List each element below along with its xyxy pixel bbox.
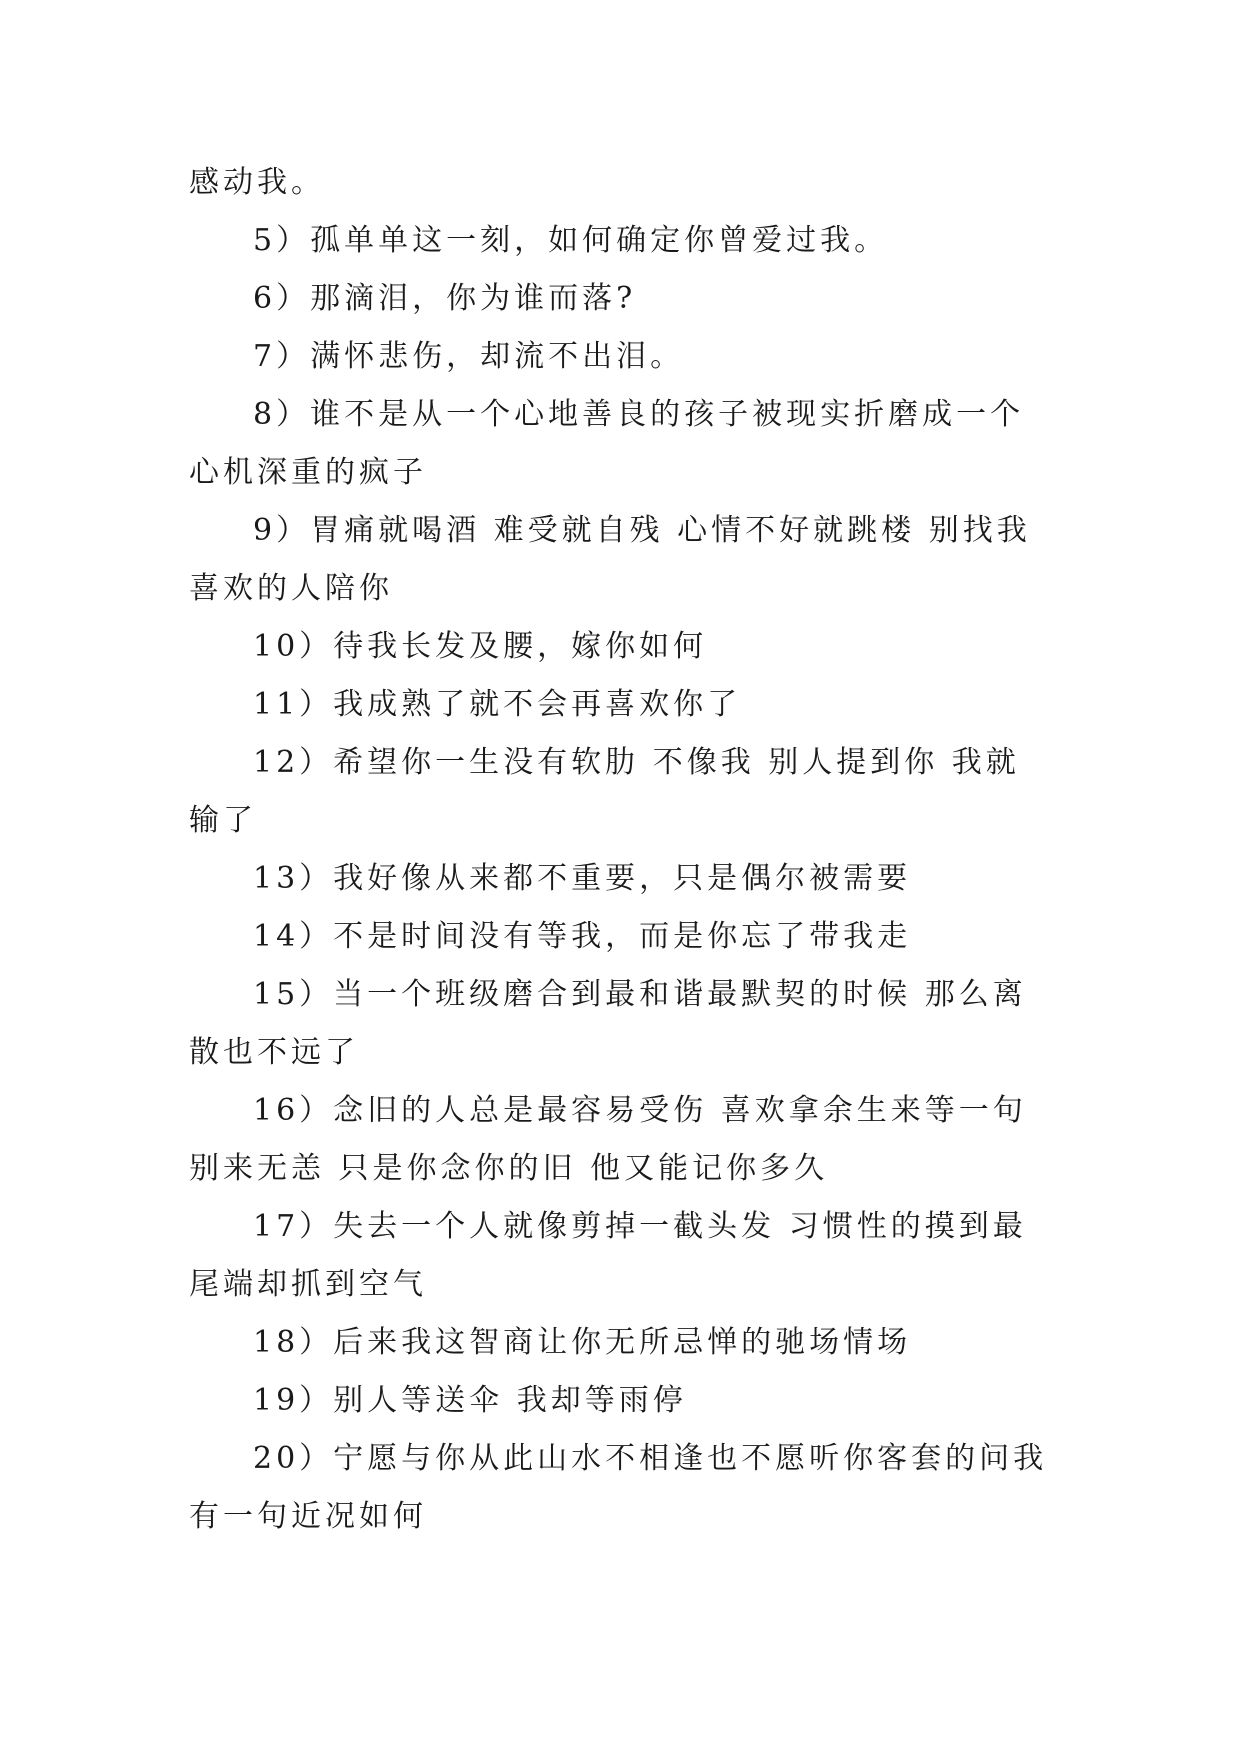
list-item-18: 18）后来我这智商让你无所忌惮的驰场情场 xyxy=(253,1325,912,1360)
list-item-17: 17）失去一个人就像剪掉一截头发 习惯性的摸到最尾端却抓到空气 xyxy=(189,1209,1027,1302)
list-item-6: 6）那滴泪，你为谁而落? xyxy=(253,281,637,316)
list-item-20: 20）宁愿与你从此山水不相逢也不愿听你客套的问我有一句近况如何 xyxy=(189,1441,1048,1534)
list-item-9: 9）胃痛就喝酒 难受就自残 心情不好就跳楼 别找我喜欢的人陪你 xyxy=(189,513,1031,606)
list-item-13: 13）我好像从来都不重要，只是偶尔被需要 xyxy=(253,861,912,896)
document-body xyxy=(189,154,1051,1546)
list-item-15: 15）当一个班级磨合到最和谐最默契的时候 那么离散也不远了 xyxy=(189,977,1027,1070)
list-item-5: 5）孤单单这一刻，如何确定你曾爱过我。 xyxy=(253,223,889,258)
list-item-10: 10）待我长发及腰，嫁你如何 xyxy=(253,629,708,664)
list-item-14: 14）不是时间没有等我，而是你忘了带我走 xyxy=(253,919,912,954)
list-item-11: 11）我成熟了就不会再喜欢你了 xyxy=(253,687,742,722)
list-item-8: 8）谁不是从一个心地善良的孩子被现实折磨成一个心机深重的疯子 xyxy=(189,397,1025,490)
paragraph-continuation: 感动我。 xyxy=(189,165,325,200)
list-item-19: 19）别人等送伞 我却等雨停 xyxy=(253,1383,687,1418)
list-item-12: 12）希望你一生没有软肋 不像我 别人提到你 我就输了 xyxy=(189,745,1020,838)
list-item-7: 7）满怀悲伤，却流不出泪。 xyxy=(253,339,685,374)
list-item-16: 16）念旧的人总是最容易受伤 喜欢拿余生来等一句别来无恙 只是你念你的旧 他又能记你多久 xyxy=(189,1093,1027,1186)
